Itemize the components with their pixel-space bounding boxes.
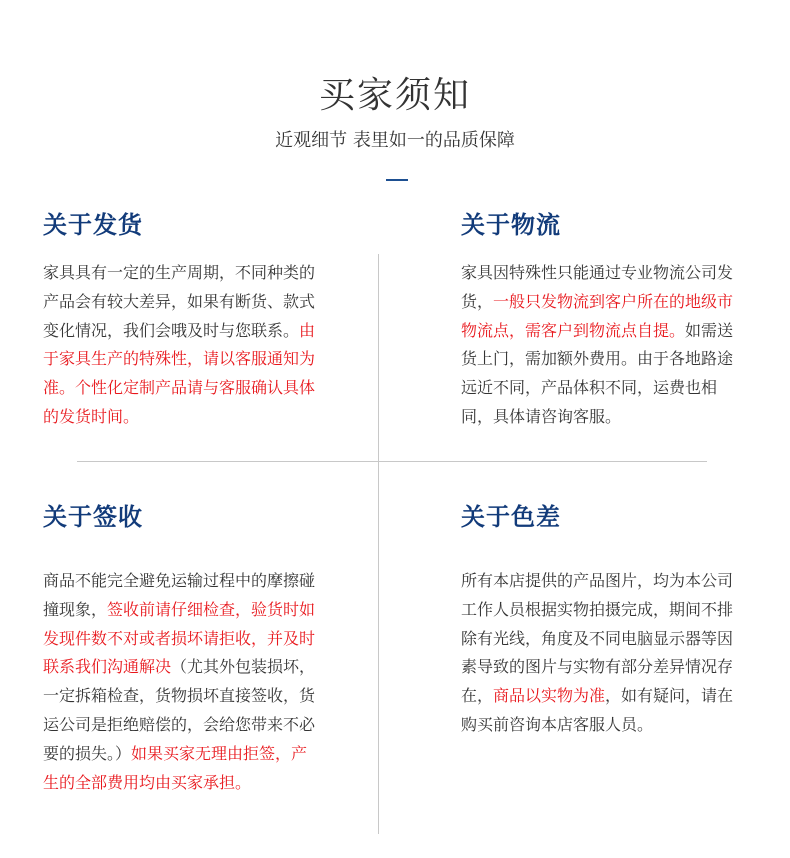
section-heading-shipping: 关于发货: [43, 211, 143, 239]
section-heading-receipt: 关于签收: [43, 503, 143, 531]
color-diff-text-highlight: 商品以实物为准: [493, 686, 606, 706]
logistics-text-highlight: 一般只发物流到客户所在的地级市物流点，需客户到物流点自提。: [461, 291, 734, 340]
section-body-logistics: [461, 259, 735, 432]
section-heading-logistics: 关于物流: [461, 211, 561, 239]
section-receipt: [43, 501, 343, 797]
page-title: 买家须知: [318, 75, 471, 116]
shipping-text-highlight: 由于家具生产的特殊性，请以客服通知为准。个性化定制产品请与客服确认具体的发货时间。: [43, 320, 316, 426]
receipt-text-normal-2: （尤其外包装损坏，一定拆箱检查，货物损坏直接签收，货运公司是拒绝赔偿的，会给您带来不必要的损失。）: [43, 657, 316, 763]
horizontal-divider: [77, 461, 707, 462]
section-logistics: [461, 209, 761, 432]
section-shipping: [43, 209, 343, 432]
color-diff-text-normal: 所有本店提供的产品图片，均为本公司工作人员根据实物拍摄完成，期间不排除有光线，角度及不同电脑显示器等因素导致的图片与实物有部分差异情况存在，: [461, 571, 734, 706]
logistics-text-normal-2: 如需送货上门，需加额外费用。由于各地路途远近不同，产品体积不同，运费也相同，具体请咨询客服。: [461, 320, 734, 426]
receipt-text-highlight: 签收前请仔细检查，验货时如发现件数不对或者损坏请拒收，并及时联系我们沟通解决: [43, 599, 316, 677]
vertical-divider: [378, 254, 379, 834]
section-body-color-diff: [461, 567, 735, 740]
logistics-text-normal: 家具因特殊性只能通过专业物流公司发货，: [461, 263, 734, 311]
title-accent-dash: [386, 179, 408, 181]
section-body-shipping: [43, 259, 317, 432]
section-heading-color-diff: 关于色差: [461, 503, 561, 531]
color-diff-text-normal-2: ，如有疑问，请在购买前咨询本店客服人员。: [461, 686, 734, 734]
section-body-receipt: [43, 567, 317, 797]
receipt-text-highlight-2: 如果买家无理由拒签，产生的全部费用均由买家承担。: [43, 743, 308, 792]
section-color-diff: [461, 501, 761, 740]
receipt-text-normal: 商品不能完全避免运输过程中的摩擦碰撞现象，: [43, 571, 316, 619]
shipping-text-normal: 家具具有一定的生产周期，不同种类的产品会有较大差异，如果有断货、款式变化情况，我们会哦及时与您联系。: [43, 263, 316, 340]
page-subtitle: 近观细节 表里如一的品质保障: [275, 130, 515, 151]
